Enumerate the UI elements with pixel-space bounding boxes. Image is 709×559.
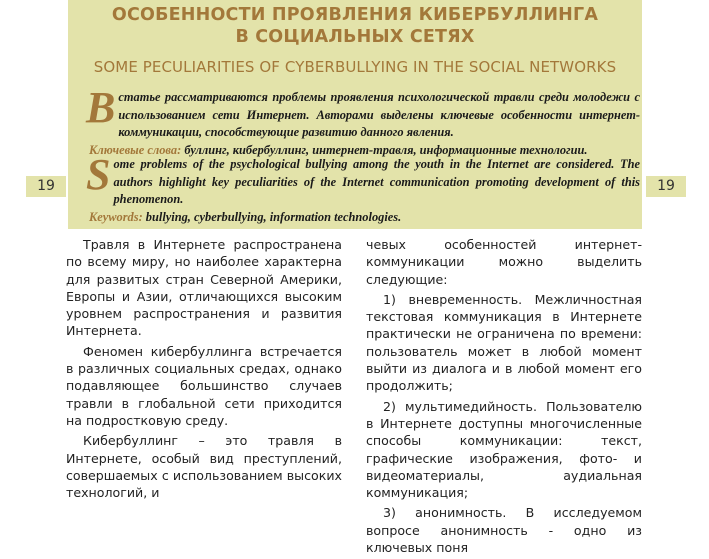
keywords-ru-text: буллинг, кибербуллинг, интернет-травля, информационные технологии. <box>181 142 588 157</box>
keywords-ru-label: Ключевые слова: <box>89 142 182 157</box>
dropcap-ru: В <box>86 83 116 132</box>
article-title-en: SOME PECULIARITIES OF CYBERBULLYING IN THE SOCIAL NETWORKS <box>93 58 617 76</box>
abstract-en-text: ome problems of the psychological bullying among the youth in the Internet are considered. The authors highlight key peculiarities of the Internet communication promoting development of this phenomenon. <box>113 157 640 206</box>
body-column-right <box>366 236 642 559</box>
body-column-left <box>66 236 342 504</box>
body-paragraph: Травля в Интернете распространена по всему миру, но наиболее характерна для развитых стран Северной Америки, Европы и Азии, отличающихся высоким уровнем распространения и развития Интернета. <box>66 237 342 339</box>
title-ru-line-2: В СОЦИАЛЬНЫХ СЕТЯХ <box>235 27 475 47</box>
article-title-ru <box>68 4 642 48</box>
body-paragraph: 1) вневременность. Межличностная текстовая коммуникация в Интернете практически не ограничена по времени: пользователь может в любой момент выйти из диалога и в любой момент его продолжить; <box>366 291 642 394</box>
body-paragraph: 3) анонимность. В исследуемом вопросе анонимность - одно из ключевых поня <box>366 505 642 556</box>
body-paragraph: Кибербуллинг – это травля в Интернете, особый вид преступлений, совершаемых с использованием высоких технологий, и <box>66 433 342 501</box>
abstract-ru-text: статье рассматриваются проблемы проявления психологической травли среди молодежи с использованием сети Интернет. Авторами выделены ключевые особенности интернет-коммуникации, способствующие развитию данного явления. <box>118 90 640 139</box>
abstract-en <box>72 150 640 226</box>
page-number-left: 19 <box>26 176 66 197</box>
body-paragraph: чевых особенностей интернет-коммуникации можно выделить следующие: <box>366 237 642 287</box>
page-number-right: 19 <box>646 176 686 197</box>
body-paragraph: Феномен кибербуллинга встречается в различных социальных средах, однако подавляющее большинство случаев травли в глобальной сети приходится на подростковую среду. <box>66 343 342 428</box>
dropcap-en: S <box>86 150 111 199</box>
keywords-en-label: Keywords: <box>89 209 143 224</box>
keywords-en <box>72 209 640 227</box>
abstract-ru <box>72 83 640 159</box>
title-ru-line-1: ОСОБЕННОСТИ ПРОЯВЛЕНИЯ КИБЕРБУЛЛИНГА <box>111 5 599 25</box>
keywords-en-text: bullying, cyberbullying, information technologies. <box>142 209 402 224</box>
body-paragraph: 2) мультимедийность. Пользователю в Интернете доступны многочисленные способы коммуникации: текст, графические изображения, фото- и видеоматериалы, аудиальная коммуникация; <box>366 398 642 501</box>
